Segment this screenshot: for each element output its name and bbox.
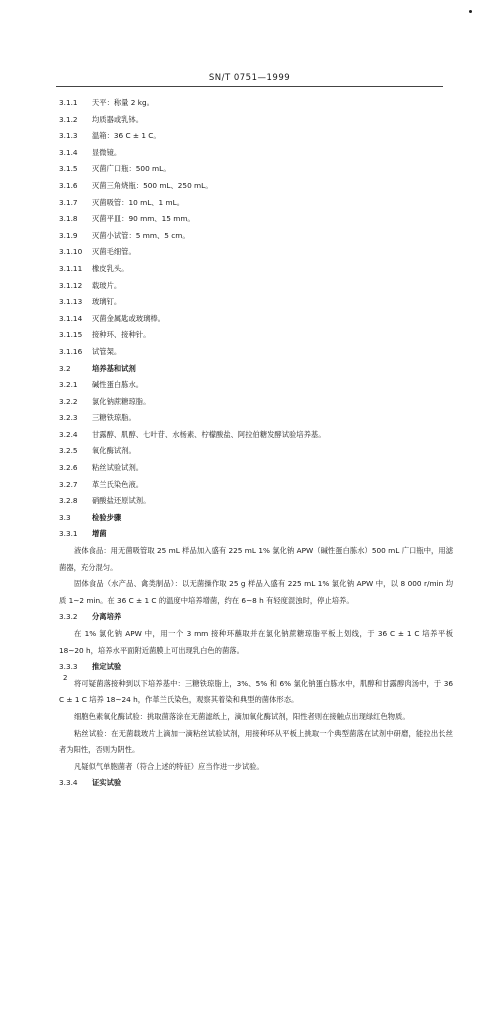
item-text: 温箱：36 C ± 1 C。 [92,131,161,141]
section-heading-3-3-2 [59,609,453,626]
section-number: 3.3.2 [59,612,78,622]
item-number: 3.1.10 [59,247,83,257]
list-item [59,311,453,328]
list-item [59,460,453,477]
paragraph-presumptive: 将可疑菌落接种到以下培养基中：三糖铁琼脂上，3%、5% 和 6% 氯化钠蛋白胨水中，肌醇和甘露醇肉汤中，于 36 C ± 1 C 培养 18~24 h，作革兰氏染色，观察其着染和典型的菌体形态。 [59,678,453,705]
item-text: 灭菌广口瓶：500 mL。 [92,164,171,174]
item-text: 革兰氏染色液。 [92,479,144,489]
list-item [59,344,453,361]
list-item [59,95,453,112]
list-item [59,112,453,129]
item-number: 3.2.5 [59,446,78,456]
item-list [59,95,453,543]
paragraph-isolation: 在 1% 氯化钠 APW 中，用一个 3 mm 接种环蘸取并在氯化钠蔗糖琼脂平板上划线，于 36 C ± 1 C 培养平板 18~20 h，培养水平面附近菌膜上可出现乳白色的菌落。 [59,629,453,655]
item-number: 3.1.3 [59,131,78,141]
list-item [59,493,453,510]
item-number: 3.1.13 [59,297,83,307]
list-item [59,443,453,460]
item-number: 3.2.7 [59,479,78,489]
section-title: 分离培养 [92,612,122,622]
item-text: 天平：称量 2 kg。 [92,98,154,107]
section-number: 3.3.4 [59,778,78,788]
paragraph-solid-food: 固体食品（水产品、禽类制品）：以无菌操作取 25 g 样品入盛有 225 mL 1% 氯化钠 APW 中，以 8 000 r/min 均质 1~2 min。在 36 C ± 1 C 的温度中培养增菌，约在 6~8 h 有轻度混浊时，停止培养。 [59,579,453,605]
list-item [59,410,453,427]
item-number: 3.3 [59,512,71,522]
item-text: 接种环、接种针。 [92,330,151,340]
item-text: 灭菌吸管：10 mL、1 mL。 [92,197,184,207]
list-item [59,128,453,145]
list-item [59,477,453,494]
item-number: 3.1.1 [59,98,78,107]
item-text: 灭菌三角烧瓶：500 mL、250 mL。 [92,180,213,190]
list-item [59,244,453,261]
paragraph-oxidase: 细胞色素氧化酶试验：挑取菌落涂在无菌滤纸上，滴加氧化酶试剂，阳性者则在接触点出现绿红色物质。 [74,711,410,721]
section-title: 推定试验 [92,662,122,672]
item-number: 3.1.2 [59,114,78,124]
item-number: 3.2.6 [59,463,78,473]
item-text: 三糖铁琼脂。 [92,413,136,423]
item-text: 检验步骤 [92,512,122,522]
list-item [59,278,453,295]
list-item [59,377,453,394]
list-item [59,294,453,311]
item-number: 3.1.12 [59,280,83,290]
item-text: 玻璃钉。 [92,297,122,307]
section-heading-3-3-4 [59,775,453,792]
item-text: 灭菌平皿：90 mm、15 mm。 [92,214,195,224]
list-item [59,195,453,212]
item-number: 3.1.7 [59,197,78,207]
item-text: 硝酸盐还原试剂。 [92,496,151,506]
scan-speck [469,10,472,13]
list-item [59,228,453,245]
item-text: 碱性蛋白胨水。 [92,380,144,390]
section-heading-3-3-3 [59,659,453,676]
paragraph-string-test: 粘丝试验：在无菌载玻片上滴加一滴粘丝试验试剂，用接种环从平板上挑取一个典型菌落在试剂中研磨，能拉出长丝者为阳性，否则为阴性。 [59,728,453,755]
item-number: 3.2.8 [59,496,78,506]
paragraph-suspect: 凡疑似气单胞菌者（符合上述的特征）应当作进一步试验。 [74,761,264,771]
page-number: 2 [63,674,68,682]
item-text: 灭菌毛细管。 [92,247,136,257]
item-number: 3.1.11 [59,263,83,273]
item-number: 3.1.14 [59,313,83,323]
section-number: 3.3.3 [59,662,78,672]
item-number: 3.1.6 [59,180,78,190]
item-text: 培养基和试剂 [92,363,136,373]
item-number: 3.2.2 [59,396,78,406]
list-item [59,327,453,344]
section-heading [59,361,453,378]
item-text: 氯化钠蔗糖琼脂。 [92,396,151,406]
section-title: 证实试验 [92,778,122,788]
item-text: 增菌 [92,529,107,539]
list-item [59,261,453,278]
item-number: 3.2.1 [59,380,78,390]
list-item [59,394,453,411]
list-item [59,211,453,228]
standard-number-header: SN/T 0751—1999 [208,73,291,83]
list-item [59,427,453,444]
item-text: 试管架。 [92,346,122,356]
document-body [59,95,453,792]
item-text: 均质器或乳钵。 [92,114,144,124]
list-item [59,145,453,162]
item-number: 3.2.3 [59,413,78,423]
item-number: 3.1.15 [59,330,83,340]
item-number: 3.1.5 [59,164,78,174]
item-text: 氧化酶试剂。 [92,446,136,456]
list-item [59,178,453,195]
item-number: 3.1.9 [59,230,78,240]
item-text: 显微镜。 [92,147,122,157]
section-heading [59,510,453,527]
item-number: 3.1.8 [59,214,78,224]
item-number: 3.1.16 [59,346,83,356]
header-rule [56,86,443,87]
list-item [59,161,453,178]
item-number: 3.2.4 [59,429,78,439]
item-text: 载玻片。 [92,280,122,290]
paragraph-liquid-food: 液体食品：用无菌吸管取 25 mL 样品加入盛有 225 mL 1% 氯化钠 APW（碱性蛋白胨水）500 mL 广口瓶中，用滤菌器，充分混匀。 [59,546,453,572]
item-text: 灭菌小试管：5 mm、5 cm。 [92,230,190,240]
item-text: 甘露醇、肌醇、七叶苷、水杨素、柠檬酸盐、阿拉伯糖发酵试验培养基。 [92,429,326,439]
item-number: 3.3.1 [59,529,78,539]
item-number: 3.1.4 [59,147,78,157]
section-heading [59,526,453,543]
item-number: 3.2 [59,363,71,373]
item-text: 粘丝试验试剂。 [92,463,144,473]
item-text: 灭菌金属匙或玻璃棒。 [92,313,165,323]
item-text: 橡皮乳头。 [92,263,129,273]
